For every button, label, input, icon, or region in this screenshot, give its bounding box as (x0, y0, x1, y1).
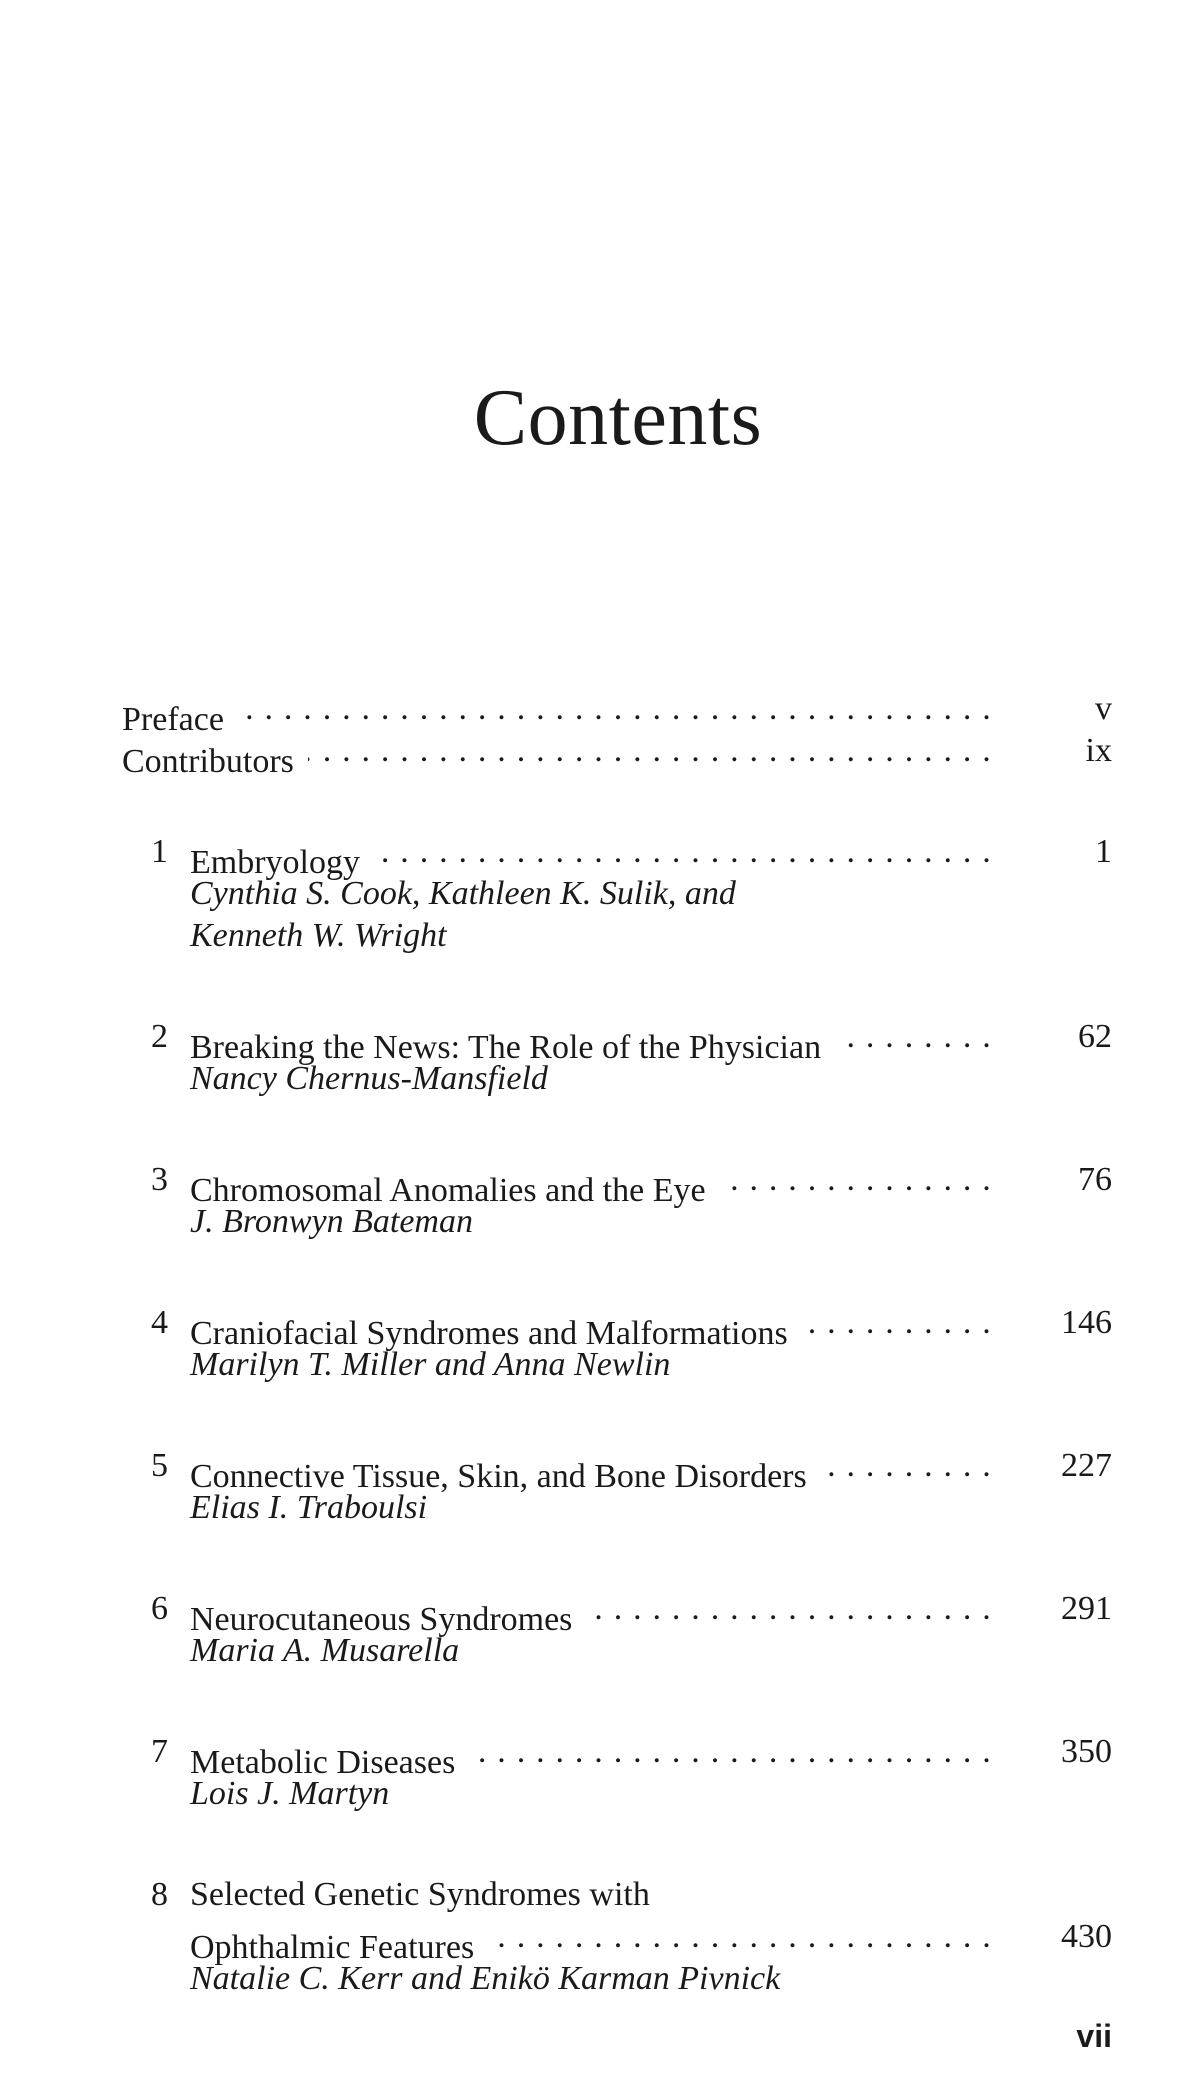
chapter-number: 4 (151, 1304, 168, 1341)
page-number: v (1095, 690, 1112, 727)
entry-author: Lois J. Martyn (190, 1775, 390, 1812)
entry-title: Contributors (122, 743, 294, 780)
page-number: ix (1085, 732, 1112, 769)
page-number: 62 (1078, 1018, 1112, 1055)
dot-leader (308, 730, 992, 772)
entry-title: Preface (122, 701, 224, 738)
dot-leader (802, 1302, 992, 1344)
chapter-number: 3 (151, 1161, 168, 1198)
entry-title: Selected Genetic Syndromes with (190, 1876, 650, 1913)
chapter-number: 1 (151, 833, 168, 870)
dot-leader (821, 1445, 992, 1487)
entry-title: Embryology (190, 844, 360, 881)
chapter-author-line (122, 873, 1112, 915)
chapter-author-line (122, 1630, 1112, 1672)
chapter-title-continuation[interactable] (122, 1916, 1112, 1966)
entry-author: Natalie C. Kerr and Enikö Karman Pivnick (190, 1960, 781, 1997)
entry-title: Ophthalmic Features (190, 1929, 475, 1966)
dot-leader (835, 1016, 992, 1058)
page-number: 350 (1061, 1733, 1112, 1770)
chapter-number: 7 (151, 1733, 168, 1770)
dot-leader (469, 1731, 992, 1773)
page-number: 227 (1061, 1447, 1112, 1484)
entry-author: J. Bronwyn Bateman (190, 1203, 473, 1240)
toc-entry-chapter-6[interactable] (122, 1588, 1112, 1638)
chapter-number: 2 (151, 1018, 168, 1055)
entry-title: Connective Tissue, Skin, and Bone Disorders (190, 1458, 807, 1495)
entry-title: Breaking the News: The Role of the Physician (190, 1029, 822, 1066)
chapter-author-line (122, 1487, 1112, 1529)
toc-entry-chapter-7[interactable] (122, 1731, 1112, 1781)
toc-entry-chapter-2[interactable] (122, 1016, 1112, 1066)
toc-entry-chapter-5[interactable] (122, 1445, 1112, 1495)
page-title: Contents (473, 374, 763, 462)
entry-title: Metabolic Diseases (190, 1744, 456, 1781)
chapter-author-line (122, 915, 1112, 957)
chapter-number: 5 (151, 1447, 168, 1484)
chapter-author-line (122, 1058, 1112, 1100)
dot-leader (586, 1588, 992, 1630)
entry-title: Neurocutaneous Syndromes (190, 1601, 573, 1638)
toc-entry-chapter-4[interactable] (122, 1302, 1112, 1352)
entry-title: Craniofacial Syndromes and Malformations (190, 1315, 788, 1352)
chapter-number: 8 (151, 1876, 168, 1913)
toc-entry-contributors[interactable] (122, 730, 1112, 780)
page-number: 146 (1061, 1304, 1112, 1341)
chapter-author-line (122, 1344, 1112, 1386)
page-number: 291 (1061, 1590, 1112, 1627)
toc-entry-chapter-1[interactable] (122, 831, 1112, 881)
entry-title: Chromosomal Anomalies and the Eye (190, 1172, 706, 1209)
dot-leader (720, 1159, 992, 1201)
toc-entry-preface[interactable] (122, 688, 1112, 738)
chapter-author-line (122, 1201, 1112, 1243)
dot-leader (488, 1916, 992, 1958)
entry-author: Elias I. Traboulsi (190, 1489, 428, 1526)
chapter-author-line (122, 1773, 1112, 1815)
entry-author: Maria A. Musarella (190, 1632, 460, 1669)
folio-page-number: vii (1076, 2018, 1112, 2054)
toc-entry-chapter-3[interactable] (122, 1159, 1112, 1209)
toc-entry-chapter-8[interactable] (122, 1874, 1112, 1916)
entry-author: Kenneth W. Wright (190, 917, 447, 954)
page-number: 1 (1095, 833, 1112, 870)
dot-leader (374, 831, 992, 873)
chapter-author-line (122, 1958, 1112, 2000)
page-number: 76 (1078, 1161, 1112, 1198)
dot-leader (238, 688, 992, 730)
entry-author: Marilyn T. Miller and Anna Newlin (190, 1346, 671, 1383)
entry-author: Cynthia S. Cook, Kathleen K. Sulik, and (190, 875, 736, 912)
chapter-number: 6 (151, 1590, 168, 1627)
page-number: 430 (1061, 1918, 1112, 1955)
entry-author: Nancy Chernus-Mansfield (190, 1060, 548, 1097)
